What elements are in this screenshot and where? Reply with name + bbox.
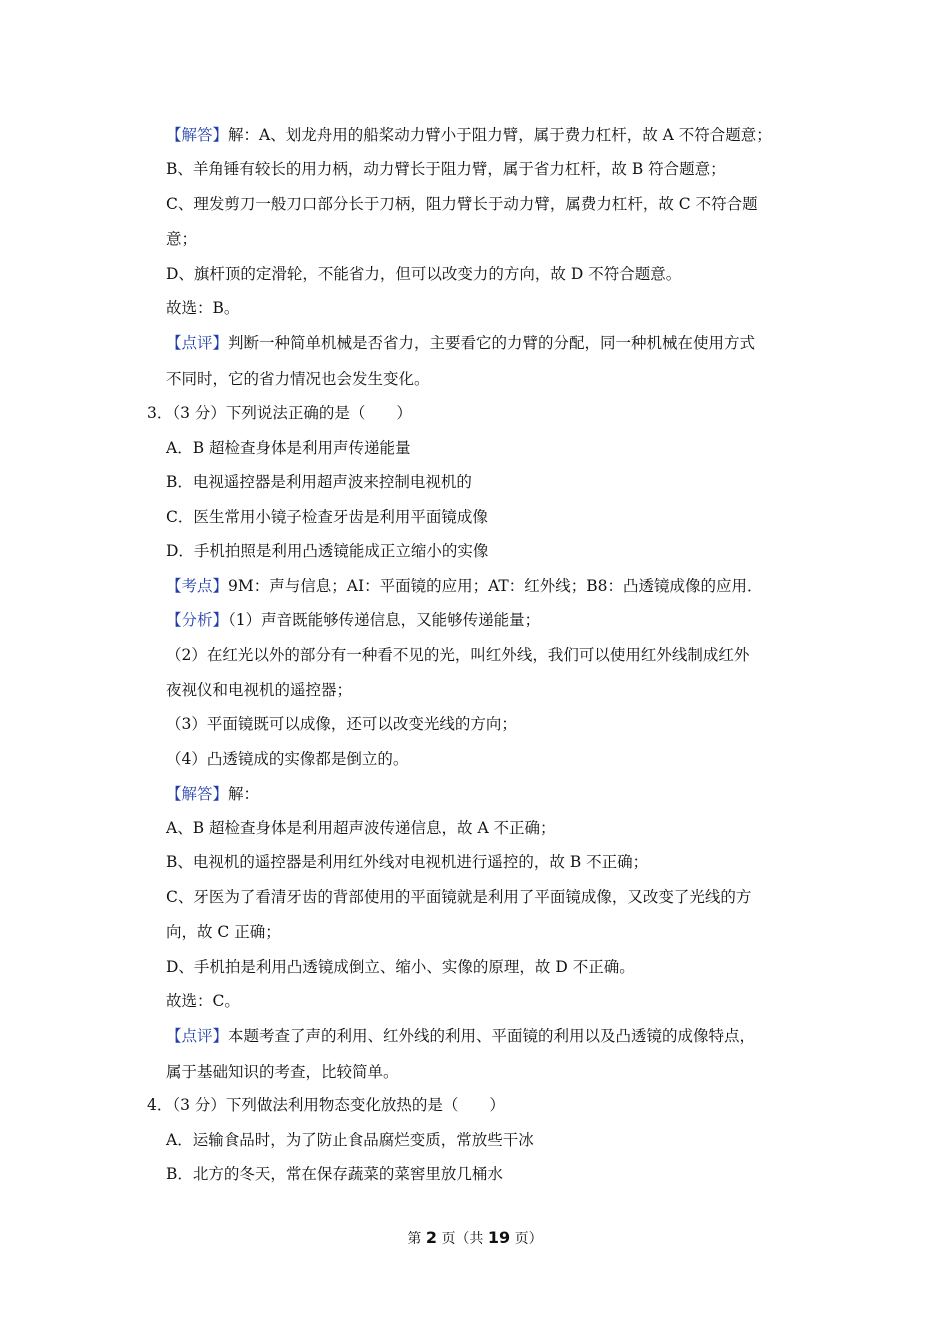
q3-option-d: D．手机拍照是利用凸透镜能成正立缩小的实像 xyxy=(166,542,489,560)
q4-option-a: A．运输食品时，为了防止食品腐烂变质，常放些干冰 xyxy=(166,1131,534,1149)
q4-option-b: B．北方的冬天，常在保存蔬菜的菜窖里放几桶水 xyxy=(166,1165,503,1183)
q3-comment-line-1: 【点评】本题考查了声的利用、红外线的利用、平面镜的利用以及凸透镜的成像特点， xyxy=(166,1027,756,1045)
comment-tag: 【点评】 xyxy=(166,334,229,352)
page-footer: 第 2 页（共 19 页） xyxy=(407,1228,543,1247)
q3-analysis-line-2: （2）在红光以外的部分有一种看不见的光，叫红外线，我们可以使用红外线制成红外 xyxy=(166,646,750,664)
total-pages: 19 xyxy=(487,1228,511,1247)
q3-answer-line-3: C、牙医为了看清牙齿的背部使用的平面镜就是利用了平面镜成像，又改变了光线的方 xyxy=(166,888,752,906)
q2-answer-line-3: C、理发剪刀一般刀口部分长于刀柄，阻力臂长于动力臂，属费力杠杆，故 C 不符合题 xyxy=(166,195,758,213)
q3-analysis-line-1: 【分析】（1）声音既能够传递信息，又能够传递能量； xyxy=(166,611,541,629)
q3-answer-line-2: B、电视机的遥控器是利用红外线对电视机进行遥控的，故 B 不正确； xyxy=(166,853,649,871)
q3-answer-line-0: 【解答】解： xyxy=(166,785,260,803)
q3-answer-line-4: 向，故 C 正确； xyxy=(166,923,281,941)
q2-answer-line-5: D、旗杆顶的定滑轮，不能省力，但可以改变力的方向，故 D 不符合题意。 xyxy=(166,265,682,283)
q2-comment-line-1: 【点评】判断一种简单机械是否省力，主要看它的力臂的分配，同一种机械在使用方式 xyxy=(166,334,756,352)
point-tag: 【考点】 xyxy=(166,577,229,595)
analysis-tag: 【分析】 xyxy=(166,611,229,629)
q3-answer-line-5: D、手机拍是利用凸透镜成倒立、缩小、实像的原理，故 D 不正确。 xyxy=(166,958,635,976)
q3-option-b: B．电视遥控器是利用超声波来控制电视机的 xyxy=(166,473,472,491)
page-number: 2 xyxy=(425,1228,437,1247)
answer-tag: 【解答】 xyxy=(166,126,229,144)
q3-point: 【考点】9M：声与信息；AI：平面镜的应用；AT：红外线；B8：凸透镜成像的应用． xyxy=(166,577,763,595)
q2-choose: 故选：B。 xyxy=(166,299,240,317)
q2-answer-line-4: 意； xyxy=(166,230,198,248)
q3-analysis-line-4: （3）平面镜既可以成像，还可以改变光线的方向； xyxy=(166,715,517,733)
q2-comment-line-2: 不同时，它的省力情况也会发生变化。 xyxy=(166,370,430,388)
q3-answer-line-1: A、B 超检查身体是利用超声波传递信息，故 A 不正确； xyxy=(166,819,556,837)
q4-stem: 4．（3 分）下列做法利用物态变化放热的是（ ） xyxy=(147,1096,505,1114)
q3-analysis-line-3: 夜视仪和电视机的遥控器； xyxy=(166,681,353,699)
comment-tag: 【点评】 xyxy=(166,1027,229,1045)
q3-stem: 3．（3 分）下列说法正确的是（ ） xyxy=(147,404,412,422)
q3-choose: 故选：C。 xyxy=(166,992,240,1010)
q3-option-c: C．医生常用小镜子检查牙齿是利用平面镜成像 xyxy=(166,508,488,526)
q3-option-a: A．B 超检查身体是利用声传递能量 xyxy=(166,439,411,457)
q3-analysis-line-5: （4）凸透镜成的实像都是倒立的。 xyxy=(166,750,409,768)
q2-answer-line-1: 【解答】解：A、划龙舟用的船桨动力臂小于阻力臂，属于费力杠杆，故 A 不符合题意； xyxy=(166,126,772,144)
q2-answer-line-2: B、羊角锤有较长的用力柄，动力臂长于阻力臂，属于省力杠杆，故 B 符合题意； xyxy=(166,160,726,178)
q3-comment-line-2: 属于基础知识的考查，比较简单。 xyxy=(166,1063,399,1081)
answer-tag: 【解答】 xyxy=(166,785,229,803)
